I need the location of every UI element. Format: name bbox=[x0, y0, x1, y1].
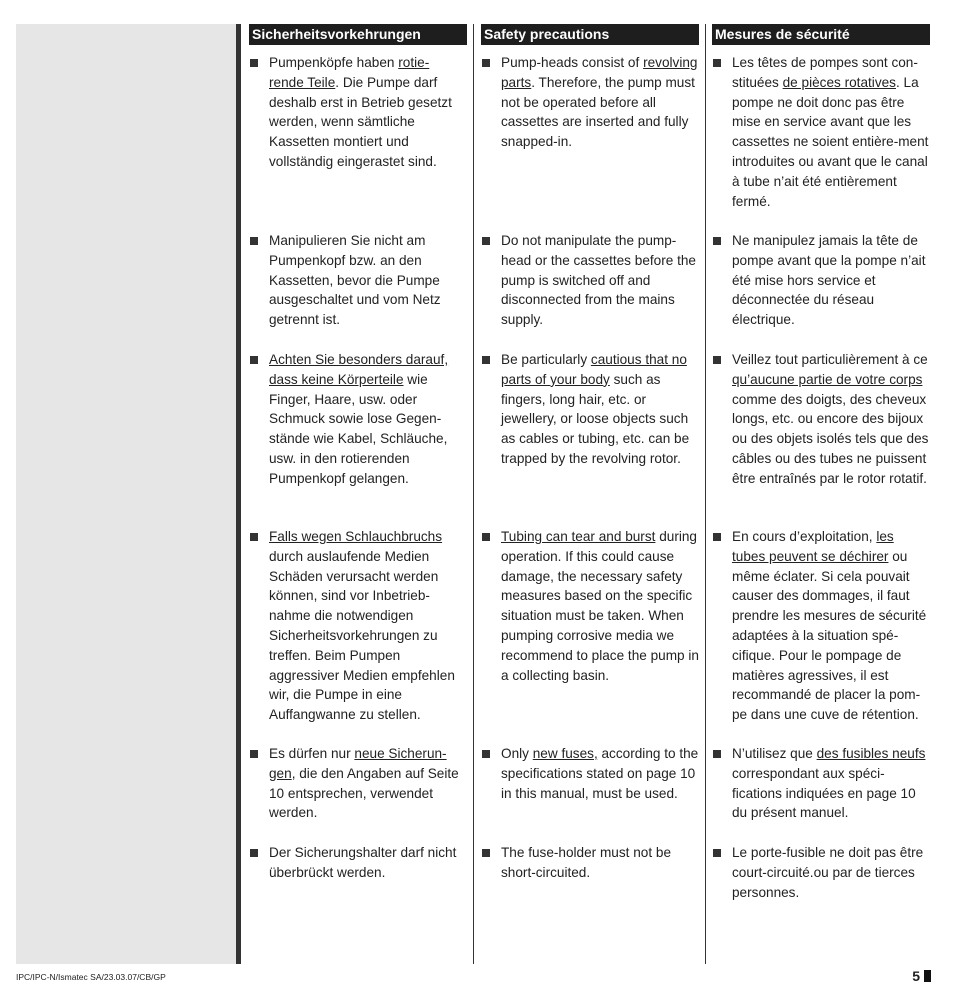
list-item: Veillez tout particulièrement à ce qu’aucune partie de votre corps comme des doigts, des cheveux longs, etc. ou encore des bijoux ou des objets isolés tels que des câbles ou des tubes ne puissent être entraînés par le rotor rotatif. bbox=[712, 350, 930, 489]
list-item: Do not manipulate the pump-head or the cassettes before the pump is switched off and disconnected from the mains supply. bbox=[481, 231, 699, 330]
list-item: Falls wegen Schlauchbruchs durch auslaufende Medien Schäden verursacht werden können, sind vor Inbetrieb-nahme die notwendigen Sicherheitsvorkehrungen zu treffen. Beim Pumpen aggressiver Medien empfehlen wir, die Pumpe in eine Auffangwanne zu stellen. bbox=[249, 527, 467, 725]
list-item: Les têtes de pompes sont con-stituées de pièces rotatives. La pompe ne doit donc pas être mise en service avant que les cassettes ne soient entière-ment introduites ou avant que le canal à tube n’ait été entièrement fermé. bbox=[712, 53, 930, 211]
column-divider-2 bbox=[705, 24, 706, 964]
list-item: Pumpenköpfe haben rotie- rende Teile. Die Pumpe darf deshalb erst in Betrieb gesetzt werden, wenn sämtliche Kassetten montiert und vollständig eingerastet sind. bbox=[249, 53, 467, 172]
bullet-square-icon bbox=[250, 59, 258, 67]
bullet-square-icon bbox=[482, 237, 490, 245]
list-item: Pump-heads consist of revolving parts. Therefore, the pump must not be operated before all cassettes are inserted and fully snapped-in. bbox=[481, 53, 699, 152]
bullet-square-icon bbox=[482, 849, 490, 857]
bullet-square-icon bbox=[482, 750, 490, 758]
bullet-square-icon bbox=[713, 237, 721, 245]
list-item: Achten Sie besonders darauf, dass keine Körperteile wie Finger, Haare, usw. oder Schmuck sowie lose Gegen-stände wie Kabel, Schläuche, usw. in den rotierenden Pumpenkopf gelangen. bbox=[249, 350, 467, 489]
bullet-square-icon bbox=[482, 356, 490, 364]
bullet-square-icon bbox=[250, 237, 258, 245]
column-header-french: Mesures de sécurité bbox=[712, 24, 930, 45]
page-marker-icon bbox=[924, 970, 931, 982]
bullet-square-icon bbox=[482, 59, 490, 67]
list-item: En cours d’exploitation, les tubes peuvent se déchirer ou même éclater. Si cela pouvait causer des dommages, il faut prendre les mesures de sécurité adaptées à la situation spé-cifique. Pour le pompage de matières agressives, il est recommandé de placer la pom-pe dans une cuve de rétention. bbox=[712, 527, 930, 725]
left-column-rule bbox=[236, 24, 241, 964]
list-item: Der Sicherungshalter darf nicht überbrückt werden. bbox=[249, 843, 467, 883]
bullet-square-icon bbox=[250, 356, 258, 364]
document-reference: IPC/IPC-N/Ismatec SA/23.03.07/CB/GP bbox=[16, 972, 166, 982]
column-german bbox=[249, 24, 467, 880]
bullet-square-icon bbox=[250, 849, 258, 857]
list-item: Be particularly cautious that no parts of your body such as fingers, long hair, etc. or jewellery, or loose objects such as cables or tubing, etc. can be trapped by the revolving rotor. bbox=[481, 350, 699, 469]
list-item: Le porte-fusible ne doit pas être court-circuité.ou par de tierces personnes. bbox=[712, 843, 930, 902]
list-item: Only new fuses, according to the specifications stated on page 10 in this manual, must be used. bbox=[481, 744, 699, 803]
bullet-square-icon bbox=[713, 533, 721, 541]
column-english bbox=[481, 24, 699, 880]
list-item: N’utilisez que des fusibles neufs correspondant aux spéci-fications indiquées en page 10 du présent manuel. bbox=[712, 744, 930, 823]
bullet-square-icon bbox=[713, 849, 721, 857]
page-number-text: 5 bbox=[912, 968, 920, 984]
bullet-square-icon bbox=[713, 59, 721, 67]
bullet-square-icon bbox=[250, 750, 258, 758]
list-item: Ne manipulez jamais la tête de pompe avant que la pompe n’ait été mise hors service et déconnectée du réseau électrique. bbox=[712, 231, 930, 330]
list-item: Manipulieren Sie nicht am Pumpenkopf bzw. an den Kassetten, bevor die Pumpe ausgeschaltet und vom Netz getrennt ist. bbox=[249, 231, 467, 330]
page-number bbox=[912, 968, 931, 984]
list-item: The fuse-holder must not be short-circuited. bbox=[481, 843, 699, 883]
list-item: Tubing can tear and burst during operation. If this could cause damage, the necessary safety measures based on the specific situation must be taken. When pumping corrosive media we recommend to place the pump in a collecting basin. bbox=[481, 527, 699, 685]
list-item: Es dürfen nur neue Sicherun-gen, die den Angaben auf Seite 10 entsprechen, verwendet werden. bbox=[249, 744, 467, 823]
bullet-square-icon bbox=[482, 533, 490, 541]
column-divider-1 bbox=[473, 24, 474, 964]
column-header-english: Safety precautions bbox=[481, 24, 699, 45]
column-header-german: Sicherheitsvorkehrungen bbox=[249, 24, 467, 45]
column-french bbox=[712, 24, 930, 900]
left-margin-panel bbox=[16, 24, 236, 964]
bullet-square-icon bbox=[713, 356, 721, 364]
bullet-square-icon bbox=[250, 533, 258, 541]
bullet-square-icon bbox=[713, 750, 721, 758]
